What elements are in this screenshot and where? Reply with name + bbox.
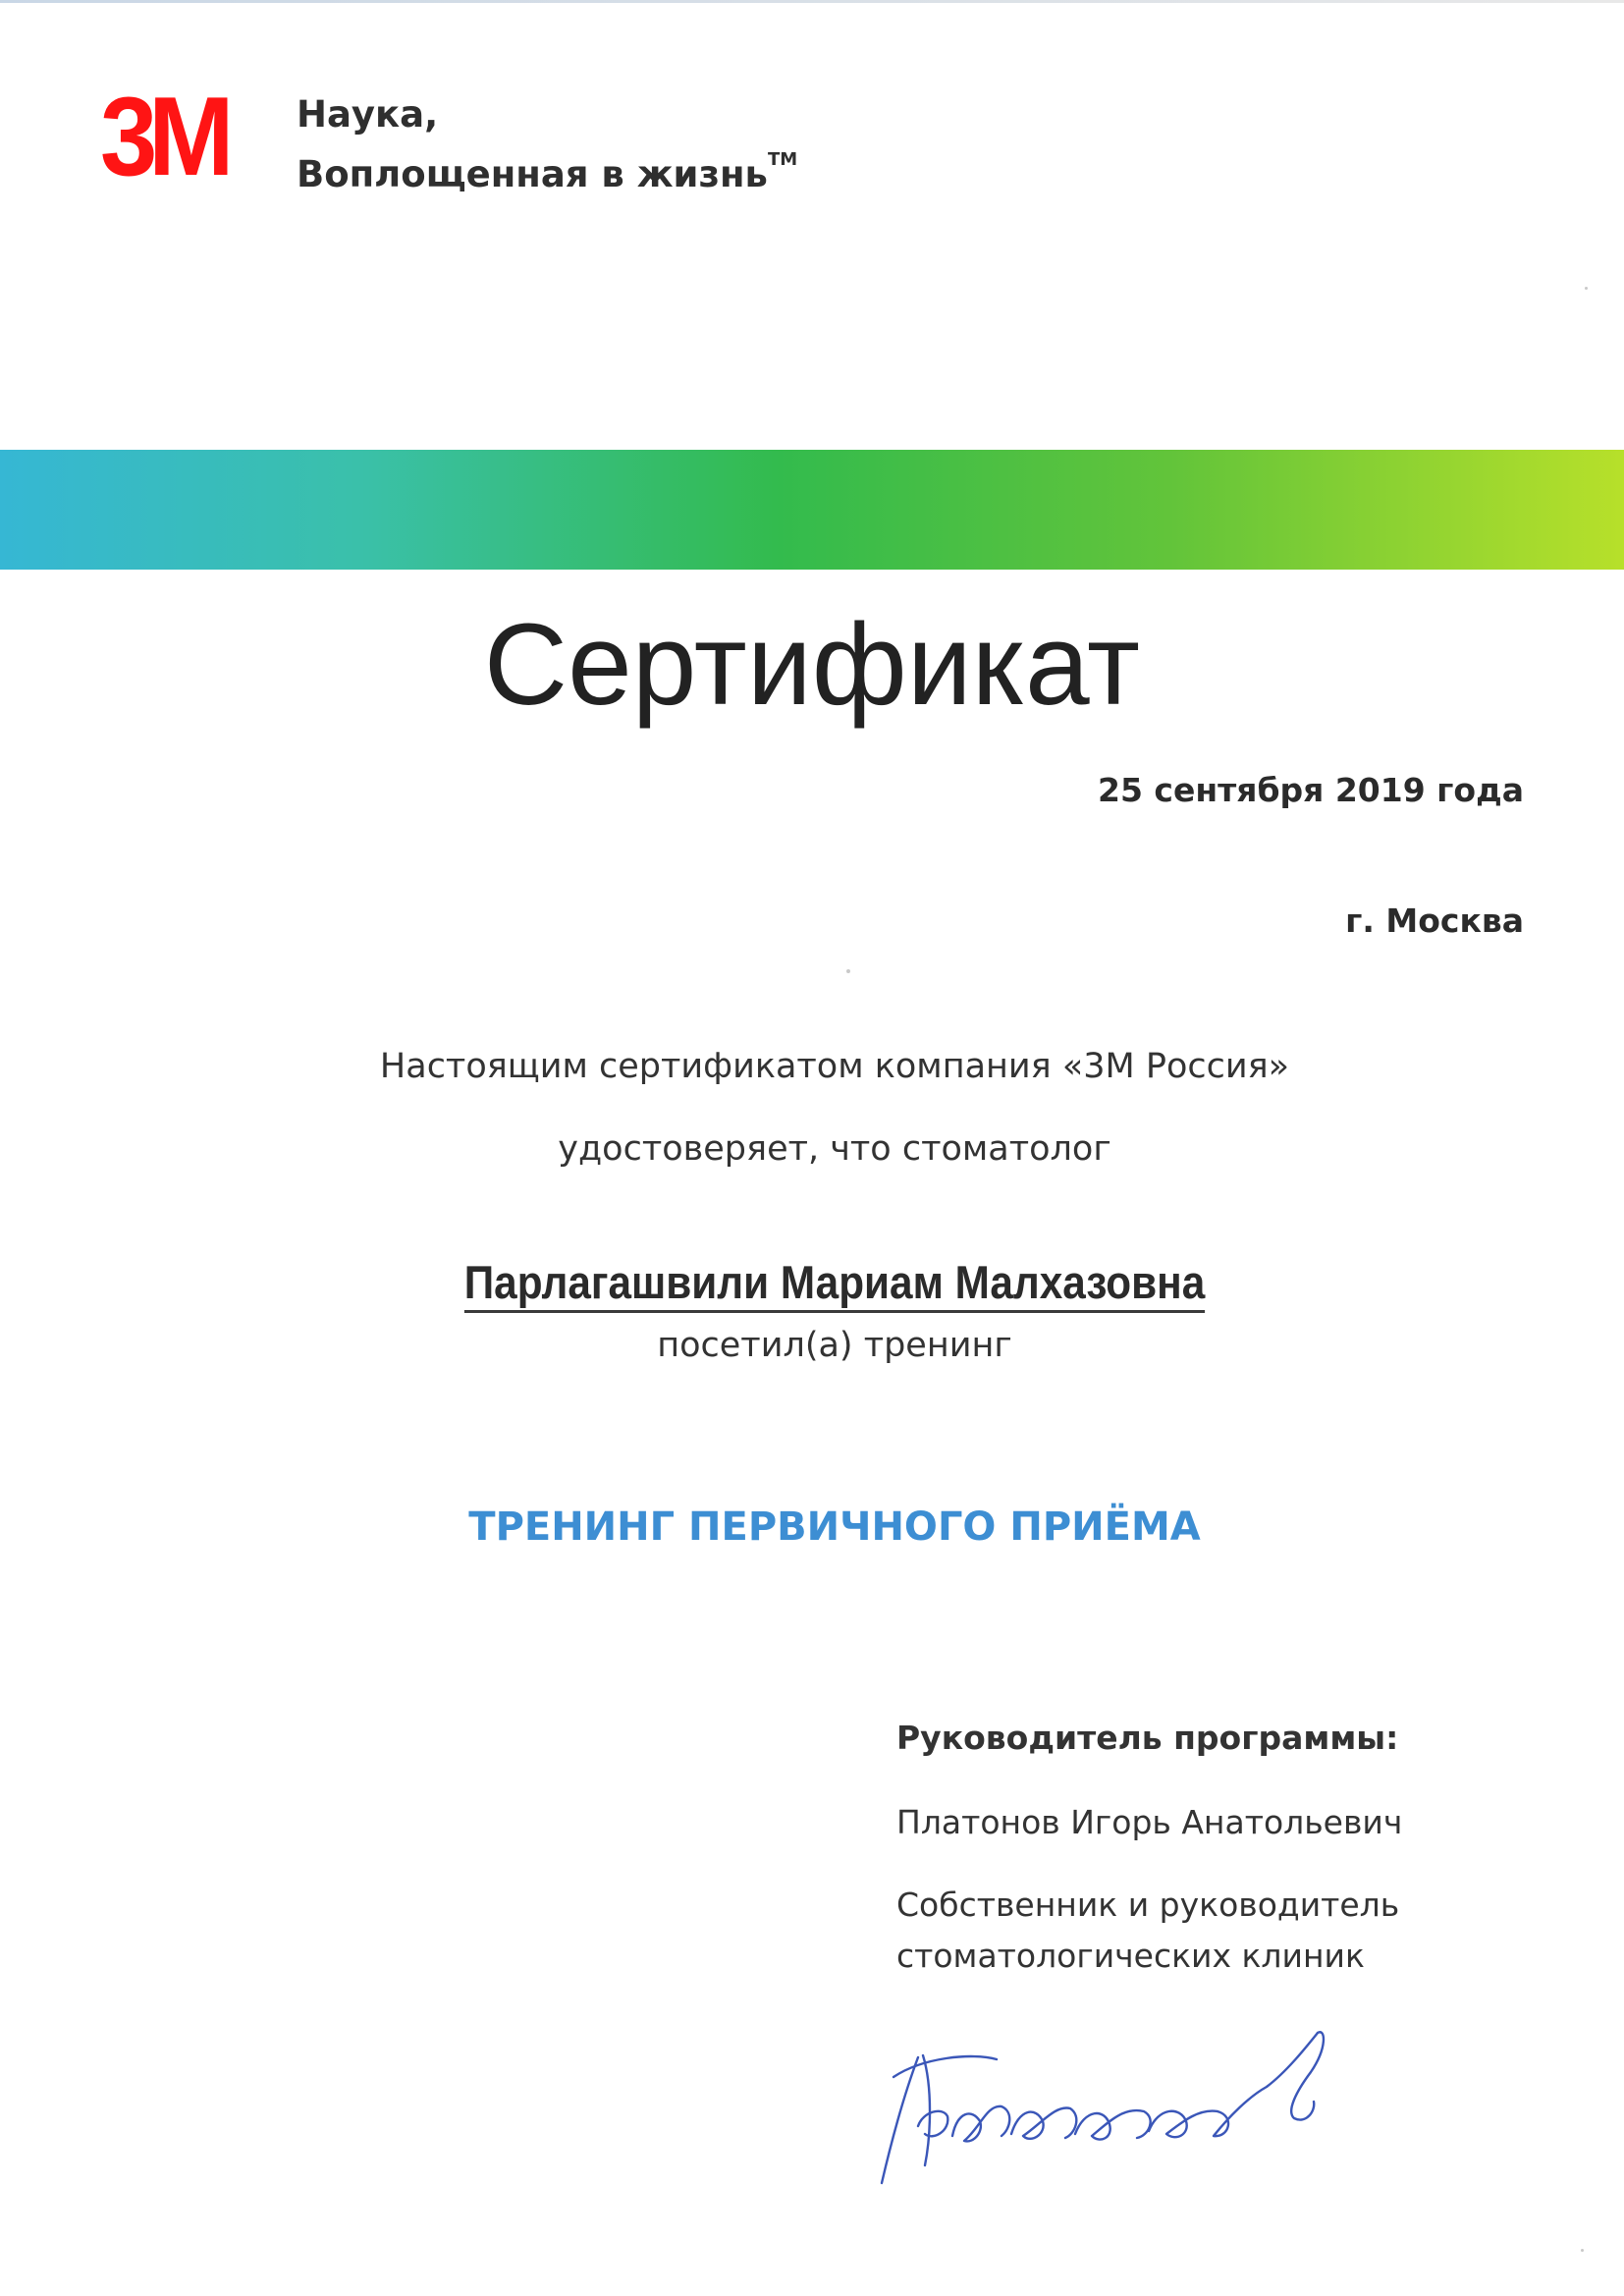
trademark-mark: TM: [767, 149, 798, 170]
scan-speck: [1585, 287, 1588, 290]
intro-line-1: Настоящим сертификатом компания «3М Россия»: [379, 1047, 1290, 1086]
signatory-position-line-1: Собственник и руководитель: [896, 1886, 1400, 1924]
slogan-line-2: [297, 137, 905, 197]
certificate-date: 25 сентября 2019 года: [1098, 771, 1524, 809]
scan-speck: [1581, 2249, 1584, 2252]
page-top-edge: [0, 0, 1624, 3]
scan-speck: [846, 969, 850, 973]
certificate-title: Сертификат: [483, 600, 1141, 730]
signatory-heading: Руководитель программы:: [896, 1719, 1399, 1757]
certificate-city: г. Москва: [1345, 902, 1524, 940]
recipient-name-wrap: [83, 1255, 1586, 1309]
handwritten-signature: [864, 2018, 1394, 2195]
training-name: ТРЕНИНГ ПЕРВИЧНОГО ПРИЁМА: [468, 1504, 1201, 1550]
signatory-position-line-2: стоматологических клиник: [896, 1937, 1365, 1975]
attended-text: посетил(а) тренинг: [657, 1326, 1012, 1365]
gradient-band: [0, 450, 1624, 570]
brand-logo: 3M: [100, 75, 226, 199]
slogan-line-1: Наука,: [297, 93, 439, 136]
brand-slogan: [297, 92, 905, 197]
intro-line-2: удостоверяет, что стоматолог: [558, 1129, 1111, 1169]
signatory-name: Платонов Игорь Анатольевич: [896, 1803, 1403, 1841]
slogan-line-2-text: Воплощенная в жизнь: [297, 153, 768, 195]
recipient-name: Парлагашвили Мариам Малхазовна: [464, 1256, 1205, 1313]
